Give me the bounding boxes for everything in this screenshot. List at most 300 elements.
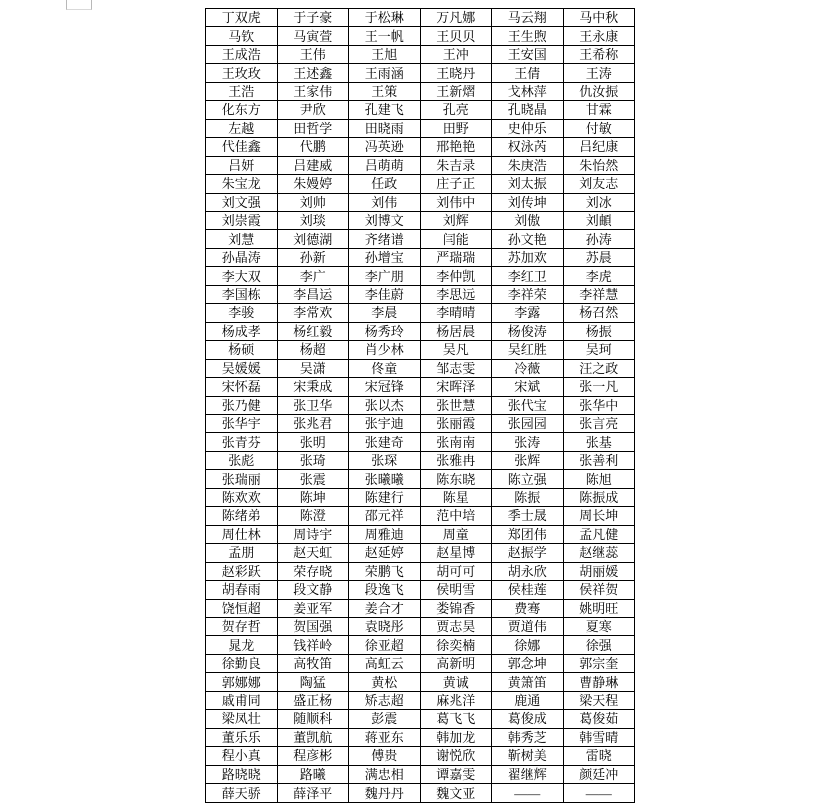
name-cell: 李红卫 xyxy=(492,267,564,285)
table-row xyxy=(206,710,635,728)
table-row xyxy=(206,414,635,432)
name-cell: 刘傲 xyxy=(492,211,564,229)
table-row xyxy=(206,488,635,506)
name-cell: 董凯航 xyxy=(277,728,349,746)
name-cell: 张华宇 xyxy=(206,414,278,432)
name-cell: 杨振 xyxy=(563,322,635,340)
name-cell: 王玫玫 xyxy=(206,64,278,82)
name-cell: 费骞 xyxy=(492,599,564,617)
name-cell: 侯桂莲 xyxy=(492,581,564,599)
name-cell: 赵延婷 xyxy=(349,544,421,562)
name-cell: 李晨 xyxy=(349,304,421,322)
name-cell: 杨俊涛 xyxy=(492,322,564,340)
name-cell: 张华中 xyxy=(563,396,635,414)
name-cell: 刘慧 xyxy=(206,230,278,248)
name-cell: 魏文亚 xyxy=(420,784,492,803)
name-cell: 葛俊茹 xyxy=(563,710,635,728)
name-cell: 张震 xyxy=(277,470,349,488)
name-cell: 李露 xyxy=(492,304,564,322)
name-cell: 朱宝龙 xyxy=(206,175,278,193)
name-cell: 戚甫同 xyxy=(206,691,278,709)
name-cell: 谢悦欣 xyxy=(420,747,492,765)
table-row xyxy=(206,765,635,783)
table-row xyxy=(206,211,635,229)
name-cell: 李广 xyxy=(277,267,349,285)
name-cell: 冷薇 xyxy=(492,359,564,377)
name-cell: 孙新 xyxy=(277,248,349,266)
name-cell: 范中培 xyxy=(420,507,492,525)
name-cell: 鹿通 xyxy=(492,691,564,709)
name-cell: 朱嫚婷 xyxy=(277,175,349,193)
name-cell: 杨居晨 xyxy=(420,322,492,340)
name-cell: 贾志昊 xyxy=(420,617,492,635)
name-cell: 矫志超 xyxy=(349,691,421,709)
name-cell: 苏加欢 xyxy=(492,248,564,266)
table-row xyxy=(206,101,635,119)
name-cell: 杨硕 xyxy=(206,341,278,359)
name-cell: 杨成孝 xyxy=(206,322,278,340)
name-cell: 吕纪康 xyxy=(563,138,635,156)
table-row xyxy=(206,45,635,63)
name-cell: 杨召然 xyxy=(563,304,635,322)
table-row xyxy=(206,691,635,709)
name-cell: 杨秀玲 xyxy=(349,322,421,340)
name-cell: 陈东晓 xyxy=(420,470,492,488)
name-cell: 冯英逊 xyxy=(349,138,421,156)
name-cell: 韩雪晴 xyxy=(563,728,635,746)
name-cell: 程彦彬 xyxy=(277,747,349,765)
name-cell: 荣存晓 xyxy=(277,562,349,580)
name-cell: 张代宝 xyxy=(492,396,564,414)
name-cell: 马中秋 xyxy=(563,9,635,27)
name-cell: 孙涛 xyxy=(563,230,635,248)
name-cell: 钱祥岭 xyxy=(277,636,349,654)
name-cell: 佟童 xyxy=(349,359,421,377)
name-cell: 娄锦香 xyxy=(420,599,492,617)
name-cell: 孟凡健 xyxy=(563,525,635,543)
name-cell: 张青芬 xyxy=(206,433,278,451)
name-cell: 马寅萱 xyxy=(277,27,349,45)
name-cell: 王浩 xyxy=(206,82,278,100)
name-cell: 侯明雪 xyxy=(420,581,492,599)
name-cell: 郭念坤 xyxy=(492,654,564,672)
name-cell: 陈振成 xyxy=(563,488,635,506)
name-cell: 刘文强 xyxy=(206,193,278,211)
name-cell: 李常欢 xyxy=(277,304,349,322)
name-cell: 高新明 xyxy=(420,654,492,672)
name-cell: 刘冰 xyxy=(563,193,635,211)
name-cell: 庄子正 xyxy=(420,175,492,193)
name-cell: 张世慧 xyxy=(420,396,492,414)
name-cell: 刘传坤 xyxy=(492,193,564,211)
name-cell: 黄诚 xyxy=(420,673,492,691)
name-cell: 郑团伟 xyxy=(492,525,564,543)
name-cell: 万凡娜 xyxy=(420,9,492,27)
name-cell: 刘德湖 xyxy=(277,230,349,248)
name-cell: 王贝贝 xyxy=(420,27,492,45)
name-cell: 陈星 xyxy=(420,488,492,506)
name-cell: 黄松 xyxy=(349,673,421,691)
name-cell: 吴红胜 xyxy=(492,341,564,359)
name-cell: 汪之政 xyxy=(563,359,635,377)
name-cell: 张一凡 xyxy=(563,378,635,396)
table-row xyxy=(206,82,635,100)
table-row xyxy=(206,175,635,193)
name-cell: 闫能 xyxy=(420,230,492,248)
name-cell: 张辉 xyxy=(492,451,564,469)
name-cell: 马钦 xyxy=(206,27,278,45)
name-cell: 贺国强 xyxy=(277,617,349,635)
table-row xyxy=(206,285,635,303)
name-cell: 宋冠锋 xyxy=(349,378,421,396)
name-cell: 侯祥贺 xyxy=(563,581,635,599)
name-cell: 史仲乐 xyxy=(492,119,564,137)
name-cell: —— xyxy=(563,784,635,803)
name-cell: 张兆君 xyxy=(277,414,349,432)
name-cell: 李佳蔚 xyxy=(349,285,421,303)
name-cell: 张宇迪 xyxy=(349,414,421,432)
table-row xyxy=(206,654,635,672)
page-edge-marker xyxy=(66,0,92,10)
table-row xyxy=(206,322,635,340)
name-cell: 田哲学 xyxy=(277,119,349,137)
name-cell: 梁天程 xyxy=(563,691,635,709)
name-cell: 赵振学 xyxy=(492,544,564,562)
name-cell: 段文静 xyxy=(277,581,349,599)
name-cell: 王述鑫 xyxy=(277,64,349,82)
name-cell: 胡春雨 xyxy=(206,581,278,599)
name-cell: 张琛 xyxy=(349,451,421,469)
name-cell: 李大双 xyxy=(206,267,278,285)
name-cell: 王安国 xyxy=(492,45,564,63)
name-cell: 化东方 xyxy=(206,101,278,119)
name-cell: 程小真 xyxy=(206,747,278,765)
name-cell: 于松琳 xyxy=(349,9,421,27)
name-cell: 刘辉 xyxy=(420,211,492,229)
name-cell: 杨超 xyxy=(277,341,349,359)
table-row xyxy=(206,747,635,765)
name-cell: 赵继蕊 xyxy=(563,544,635,562)
table-row xyxy=(206,378,635,396)
table-row xyxy=(206,451,635,469)
name-cell: 陈绪弟 xyxy=(206,507,278,525)
table-row xyxy=(206,304,635,322)
name-cell: 王策 xyxy=(349,82,421,100)
name-cell: 周仕林 xyxy=(206,525,278,543)
name-cell: 徐强 xyxy=(563,636,635,654)
name-cell: 颜廷冲 xyxy=(563,765,635,783)
name-cell: 段逸飞 xyxy=(349,581,421,599)
name-cell: 张园园 xyxy=(492,414,564,432)
table-row xyxy=(206,230,635,248)
name-cell: 肖少林 xyxy=(349,341,421,359)
name-cell: 张丽霞 xyxy=(420,414,492,432)
table-row xyxy=(206,599,635,617)
name-cell: 朱吉录 xyxy=(420,156,492,174)
name-cell: 王家伟 xyxy=(277,82,349,100)
name-cell: 张彪 xyxy=(206,451,278,469)
name-cell: 贺存哲 xyxy=(206,617,278,635)
name-cell: 吴珂 xyxy=(563,341,635,359)
name-cell: 刘帅 xyxy=(277,193,349,211)
name-cell: 李祥慧 xyxy=(563,285,635,303)
name-cell: 胡丽媛 xyxy=(563,562,635,580)
name-cell: 田晓雨 xyxy=(349,119,421,137)
name-cell: 赵星博 xyxy=(420,544,492,562)
name-cell: 邢艳艳 xyxy=(420,138,492,156)
name-cell: 周长坤 xyxy=(563,507,635,525)
name-cell: 徐奕楠 xyxy=(420,636,492,654)
name-cell: 刘太振 xyxy=(492,175,564,193)
name-cell: 张基 xyxy=(563,433,635,451)
name-cell: 宋怀磊 xyxy=(206,378,278,396)
name-cell: 李仲凯 xyxy=(420,267,492,285)
name-cell: 李思远 xyxy=(420,285,492,303)
name-cell: 张雅冉 xyxy=(420,451,492,469)
name-cell: 薛泽平 xyxy=(277,784,349,803)
name-table-body xyxy=(206,9,635,803)
name-cell: 仇汝振 xyxy=(563,82,635,100)
name-cell: 高虹云 xyxy=(349,654,421,672)
name-cell: 盛正杨 xyxy=(277,691,349,709)
name-cell: 左越 xyxy=(206,119,278,137)
name-cell: 任政 xyxy=(349,175,421,193)
name-cell: 袁晓彤 xyxy=(349,617,421,635)
name-cell: 陈立强 xyxy=(492,470,564,488)
name-cell: 姜合才 xyxy=(349,599,421,617)
name-cell: 荣鹏飞 xyxy=(349,562,421,580)
name-cell: 邹志雯 xyxy=(420,359,492,377)
name-cell: 朱庚浩 xyxy=(492,156,564,174)
name-cell: 徐勤良 xyxy=(206,654,278,672)
name-cell: 刘琰 xyxy=(277,211,349,229)
name-cell: 王晓丹 xyxy=(420,64,492,82)
name-cell: 张善利 xyxy=(563,451,635,469)
name-cell: 朱怡然 xyxy=(563,156,635,174)
table-row xyxy=(206,193,635,211)
name-cell: 薛天骄 xyxy=(206,784,278,803)
table-row xyxy=(206,507,635,525)
table-row xyxy=(206,581,635,599)
name-cell: 吴潇 xyxy=(277,359,349,377)
name-cell: 张明 xyxy=(277,433,349,451)
name-cell: 孙增宝 xyxy=(349,248,421,266)
name-cell: 吴媛媛 xyxy=(206,359,278,377)
name-cell: 高牧笛 xyxy=(277,654,349,672)
name-cell: 张建奇 xyxy=(349,433,421,451)
table-row xyxy=(206,525,635,543)
name-cell: 张言亮 xyxy=(563,414,635,432)
name-cell: 齐绪谱 xyxy=(349,230,421,248)
name-cell: 尹欣 xyxy=(277,101,349,119)
name-cell: 王一帆 xyxy=(349,27,421,45)
table-row xyxy=(206,359,635,377)
table-row xyxy=(206,267,635,285)
name-cell: 张卫华 xyxy=(277,396,349,414)
name-cell: 代鹏 xyxy=(277,138,349,156)
name-cell: 杨红毅 xyxy=(277,322,349,340)
table-row xyxy=(206,341,635,359)
name-cell: 梁凤壮 xyxy=(206,710,278,728)
name-cell: 王希称 xyxy=(563,45,635,63)
name-cell: 曹静琳 xyxy=(563,673,635,691)
name-cell: 陈建行 xyxy=(349,488,421,506)
name-cell: —— xyxy=(492,784,564,803)
table-row xyxy=(206,562,635,580)
name-cell: 徐亚超 xyxy=(349,636,421,654)
name-cell: 王新熠 xyxy=(420,82,492,100)
name-cell: 王冲 xyxy=(420,45,492,63)
name-cell: 王伟 xyxy=(277,45,349,63)
name-cell: 郭宗奎 xyxy=(563,654,635,672)
name-cell: 李骏 xyxy=(206,304,278,322)
name-cell: 随顺科 xyxy=(277,710,349,728)
name-cell: 徐娜 xyxy=(492,636,564,654)
name-cell: 周童 xyxy=(420,525,492,543)
name-cell: 王雨涵 xyxy=(349,64,421,82)
name-cell: 刘頔 xyxy=(563,211,635,229)
name-cell: 陈澄 xyxy=(277,507,349,525)
name-cell: 彭震 xyxy=(349,710,421,728)
name-cell: 李虎 xyxy=(563,267,635,285)
name-cell: 张涛 xyxy=(492,433,564,451)
name-cell: 甘霖 xyxy=(563,101,635,119)
name-cell: 郭娜娜 xyxy=(206,673,278,691)
table-row xyxy=(206,138,635,156)
name-cell: 周诗宇 xyxy=(277,525,349,543)
name-cell: 刘崇霞 xyxy=(206,211,278,229)
name-cell: 张琦 xyxy=(277,451,349,469)
name-cell: 宋斌 xyxy=(492,378,564,396)
name-cell: 董乐乐 xyxy=(206,728,278,746)
name-cell: 晁龙 xyxy=(206,636,278,654)
name-cell: 孔晓晶 xyxy=(492,101,564,119)
name-cell: 苏晨 xyxy=(563,248,635,266)
name-cell: 孙晶涛 xyxy=(206,248,278,266)
name-cell: 张曦曦 xyxy=(349,470,421,488)
name-cell: 胡永欣 xyxy=(492,562,564,580)
name-cell: 韩秀芝 xyxy=(492,728,564,746)
name-cell: 张乃健 xyxy=(206,396,278,414)
name-cell: 付敏 xyxy=(563,119,635,137)
name-cell: 季士晟 xyxy=(492,507,564,525)
name-cell: 陈欢欢 xyxy=(206,488,278,506)
table-row xyxy=(206,673,635,691)
name-cell: 魏丹丹 xyxy=(349,784,421,803)
name-cell: 李祥荣 xyxy=(492,285,564,303)
name-cell: 李昌运 xyxy=(277,285,349,303)
table-row xyxy=(206,396,635,414)
name-cell: 赵彩跃 xyxy=(206,562,278,580)
table-row xyxy=(206,248,635,266)
name-cell: 贾道伟 xyxy=(492,617,564,635)
table-row xyxy=(206,119,635,137)
name-cell: 麻兆洋 xyxy=(420,691,492,709)
name-cell: 宋秉成 xyxy=(277,378,349,396)
name-cell: 翟继辉 xyxy=(492,765,564,783)
name-cell: 葛俊成 xyxy=(492,710,564,728)
name-cell: 李国栋 xyxy=(206,285,278,303)
name-cell: 夏寒 xyxy=(563,617,635,635)
name-cell: 韩加龙 xyxy=(420,728,492,746)
table-row xyxy=(206,433,635,451)
name-cell: 张瑞丽 xyxy=(206,470,278,488)
name-cell: 陈坤 xyxy=(277,488,349,506)
name-cell: 刘伟 xyxy=(349,193,421,211)
name-cell: 周雅迪 xyxy=(349,525,421,543)
name-cell: 孙文艳 xyxy=(492,230,564,248)
name-cell: 权泳芮 xyxy=(492,138,564,156)
name-cell: 刘博文 xyxy=(349,211,421,229)
table-row xyxy=(206,156,635,174)
name-cell: 路晓晓 xyxy=(206,765,278,783)
table-row xyxy=(206,9,635,27)
name-cell: 孔亮 xyxy=(420,101,492,119)
name-cell: 孔建飞 xyxy=(349,101,421,119)
name-cell: 张南南 xyxy=(420,433,492,451)
name-cell: 饶恒超 xyxy=(206,599,278,617)
name-cell: 王倩 xyxy=(492,64,564,82)
table-row xyxy=(206,617,635,635)
name-cell: 路曦 xyxy=(277,765,349,783)
name-cell: 陈振 xyxy=(492,488,564,506)
table-row xyxy=(206,728,635,746)
name-cell: 邵元祥 xyxy=(349,507,421,525)
name-cell: 刘伟中 xyxy=(420,193,492,211)
name-cell: 戈林萍 xyxy=(492,82,564,100)
name-cell: 靳树美 xyxy=(492,747,564,765)
table-row xyxy=(206,27,635,45)
name-cell: 王成浩 xyxy=(206,45,278,63)
name-cell: 谭嘉雯 xyxy=(420,765,492,783)
name-cell: 张以杰 xyxy=(349,396,421,414)
name-cell: 马云翔 xyxy=(492,9,564,27)
name-cell: 傅贵 xyxy=(349,747,421,765)
name-cell: 田野 xyxy=(420,119,492,137)
name-cell: 于子豪 xyxy=(277,9,349,27)
name-cell: 吕萌萌 xyxy=(349,156,421,174)
name-cell: 刘友志 xyxy=(563,175,635,193)
name-cell: 吕建威 xyxy=(277,156,349,174)
table-row xyxy=(206,544,635,562)
name-cell: 葛飞飞 xyxy=(420,710,492,728)
name-cell: 雷晓 xyxy=(563,747,635,765)
name-cell: 陈旭 xyxy=(563,470,635,488)
name-cell: 丁双虎 xyxy=(206,9,278,27)
name-cell: 宋晖泽 xyxy=(420,378,492,396)
table-row xyxy=(206,784,635,803)
name-cell: 王生煦 xyxy=(492,27,564,45)
table-row xyxy=(206,636,635,654)
name-cell: 蒋亚东 xyxy=(349,728,421,746)
name-cell: 满忠相 xyxy=(349,765,421,783)
name-cell: 王旭 xyxy=(349,45,421,63)
name-cell: 代佳鑫 xyxy=(206,138,278,156)
name-cell: 李广朋 xyxy=(349,267,421,285)
name-cell: 黄箫笛 xyxy=(492,673,564,691)
name-cell: 吕妍 xyxy=(206,156,278,174)
name-cell: 吴凡 xyxy=(420,341,492,359)
name-table xyxy=(205,8,635,803)
name-cell: 孟朋 xyxy=(206,544,278,562)
name-cell: 赵天虹 xyxy=(277,544,349,562)
name-cell: 王永康 xyxy=(563,27,635,45)
name-cell: 姚明旺 xyxy=(563,599,635,617)
name-cell: 严瑞瑞 xyxy=(420,248,492,266)
name-cell: 陶猛 xyxy=(277,673,349,691)
name-cell: 胡可可 xyxy=(420,562,492,580)
name-cell: 王涛 xyxy=(563,64,635,82)
